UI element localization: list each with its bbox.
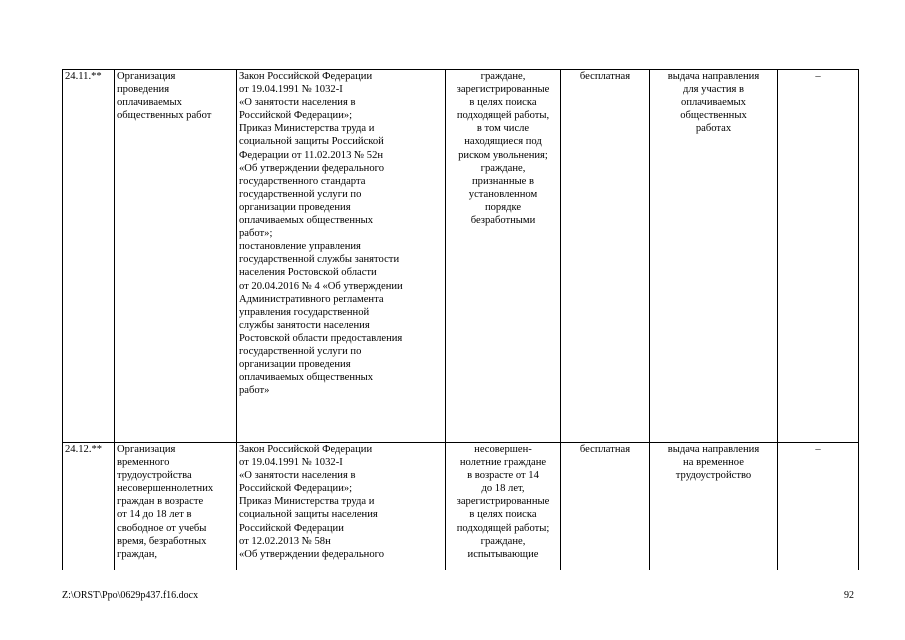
recipients-line: граждане, [480,71,526,82]
recipients-line: испытывающие [467,548,539,560]
table-row [63,443,859,571]
recipients-line: риском увольнения; [458,149,548,161]
recipients-line: в целях поиска [469,509,537,521]
legal-basis-line: Ростовской области предоставления [239,332,403,344]
legal-basis-line: службы занятости населения [239,319,370,331]
legal-basis-line: Российской Федерации»; [239,110,353,122]
service-name-line: время, безработных [117,535,207,547]
legal-basis-line: государственной услуги по [239,188,362,200]
legal-basis-line: «О занятости населения в [239,470,356,482]
recipients-line: нолетние граждане [459,457,547,469]
legal-basis-line: Закон Российской Федерации [239,71,373,82]
result-line: выдача направления [667,71,760,82]
legal-basis-line: управления государственной [239,306,370,318]
legal-basis-line: постановление управления [239,241,361,253]
recipients-line: до 18 лет, [481,483,525,495]
service-name-line: временного [117,457,170,469]
service-name-line: общественных работ [117,110,212,122]
legal-basis-line: организации проведения [239,359,351,371]
recipients-cell [446,70,561,443]
recipients-line: несовершен- [474,444,532,455]
recipients-line: граждане, [480,535,526,547]
service-name-line: оплачиваемых [117,97,182,109]
recipients-line: установленном [468,188,538,200]
fee-text: бесплатная [579,71,631,82]
recipients-line: признанные в [471,175,534,187]
legal-basis-line: «Об утверждении федерального [239,548,384,560]
service-name-line: от 14 до 18 лет в [117,509,192,521]
recipients-line: зарегистрированные [456,84,550,96]
fee-cell [561,70,650,443]
dash-text: – [815,71,821,82]
recipients-line: находящиеся под [464,136,542,148]
recipients-line: порядке [484,201,522,213]
recipients-line: граждане, [480,162,526,174]
result-line: на временное [683,457,744,469]
service-name-line: трудоустройства [117,470,192,482]
legal-basis-line: «О занятости населения в [239,97,356,109]
service-name-line: граждан, [117,548,158,560]
legal-basis-cell [237,443,446,571]
service-name-cell [115,70,237,443]
service-name-line: Организация [117,71,176,82]
legal-basis-line: от 19.04.1991 № 1032-I [239,457,343,469]
recipients-line: безработными [470,215,536,227]
row-number: 24.12.** [65,444,103,455]
recipients-line: подходящей работы, [456,110,550,122]
legal-basis-cell [237,70,446,443]
legal-basis-line: Закон Российской Федерации [239,444,373,455]
result-line: работах [695,123,732,135]
legal-basis-line: «Об утверждении федерального [239,162,384,174]
recipients-cell [446,443,561,571]
footer-page-number: 92 [844,590,854,601]
legal-basis-line: Административного регламента [239,293,384,305]
legal-basis-line: государственной службы занятости [239,254,400,266]
legal-basis-line: оплачиваемых общественных [239,215,374,227]
result-line: трудоустройство [675,470,752,482]
legal-basis-line: государственного стандарта [239,175,366,187]
legal-basis-line: социальной защиты населения [239,509,378,521]
dash-text: – [815,444,821,455]
legal-basis-line: Российской Федерации»; [239,483,353,495]
legal-basis-line: организации проведения [239,201,351,213]
service-name-line: свободное от учебы [117,522,207,534]
service-name-line: граждан в возрасте [117,496,204,508]
row-number: 24.11.** [65,71,102,82]
recipients-line: зарегистрированные [456,496,550,508]
service-name-line: Организация [117,444,176,455]
footer-file-path: Z:\ORST\Ppo\0629p437.f16.docx [62,590,199,601]
legal-basis-line: Федерации от 11.02.2013 № 52н [239,149,384,161]
dash-cell [778,70,859,443]
result-line: для участия в [682,84,745,96]
services-table [62,69,859,570]
legal-basis-line: оплачиваемых общественных [239,372,374,384]
legal-basis-line: работ»; [239,228,273,240]
service-name-line: несовершеннолетних [117,483,214,495]
fee-text: бесплатная [579,444,631,455]
legal-basis-line: населения Ростовской области [239,267,377,279]
result-line: оплачиваемых [681,97,746,109]
legal-basis-line: работ» [239,385,270,397]
dash-cell [778,443,859,571]
recipients-line: в возрасте от 14 [467,470,539,482]
row-number-cell [63,443,115,571]
service-name-line: проведения [117,84,170,96]
result-cell [650,443,778,571]
legal-basis-line: от 20.04.2016 № 4 «Об утверждении [239,280,403,292]
service-name-cell [115,443,237,571]
legal-basis-line: социальной защиты Российской [239,136,384,148]
result-line: выдача направления [667,444,760,455]
fee-cell [561,443,650,571]
legal-basis-line: от 19.04.1991 № 1032-I [239,84,343,96]
table-row [63,70,859,443]
legal-basis-line: Приказ Министерства труда и [239,123,375,135]
result-line: общественных [680,110,747,122]
result-cell [650,70,778,443]
recipients-line: подходящей работы; [456,522,550,534]
recipients-line: в том числе [476,123,530,135]
legal-basis-line: Российской Федерации [239,522,344,534]
legal-basis-line: государственной услуги по [239,345,362,357]
recipients-line: в целях поиска [469,97,537,109]
legal-basis-line: Приказ Министерства труда и [239,496,375,508]
row-number-cell [63,70,115,443]
legal-basis-line: от 12.02.2013 № 58н [239,535,331,547]
